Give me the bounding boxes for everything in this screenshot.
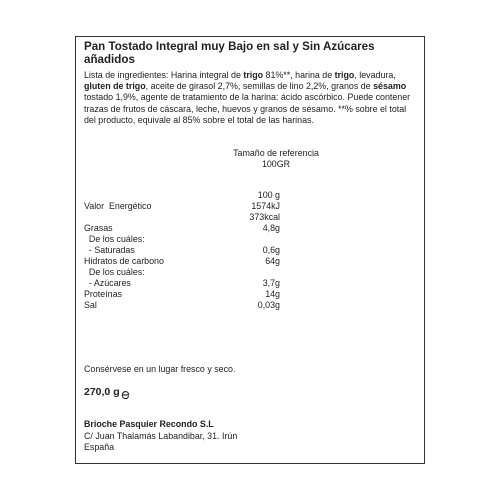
nutrient-value: 3,7g [262,278,280,288]
net-weight-value: 270,0 g [84,386,120,398]
nutrition-column-header: 100 g [257,190,280,200]
allergen-text: gluten de trigo [84,81,146,92]
ingredients-text: Lista de ingredientes: Harina integral de [84,70,244,80]
e-mark-icon [121,387,130,398]
nutrient-label: Grasas [84,223,113,233]
energy-label: Valor Energético [84,201,152,211]
nutrient-label: Hidratos de carbono [84,256,164,266]
manufacturer-country: España [84,442,115,452]
nutrient-value: 14g [265,289,280,299]
energy-kcal-value: 373kcal [249,212,280,222]
manufacturer-address: C/ Juan Thalamás Labandibar, 31. Irún [84,431,238,441]
manufacturer-name: Brioche Pasquier Recondo S.L [84,419,214,429]
storage-instructions: Consérvese en un lugar fresco y seco. [84,364,236,374]
nutrient-value: 4,8g [262,223,280,233]
nutrient-value: 0,03g [257,300,280,310]
ingredients-text: tostado 1,9%, agente de tratamiento de la harina: ácido ascórbico. Puede contener trazas de frutos de cáscara, leche, huevos y granos de sésamo. **% sobre el total del producto, equivale al 85% sobre el total de las harinas. [84,92,411,125]
nutrient-label: Sal [84,300,97,310]
nutrient-label: De los cuáles: [84,267,145,277]
nutrient-label: Proteínas [84,289,122,299]
reference-size-unit: 100GR [261,159,291,169]
net-weight [84,386,130,398]
nutrient-label: De los cuáles: [84,234,145,244]
ingredients-list [84,70,419,126]
ingredients-text: , aceite de girasol 2,7%, semillas de lino 2,2%, granos de [145,81,374,92]
product-label-panel [75,36,425,464]
ingredients-text: , levadura, [354,70,396,80]
allergen-text: trigo [334,70,355,80]
nutrient-label: - Azúcares [84,278,131,288]
nutrient-value: 64g [265,256,280,266]
ingredients-text: 81%**, harina de [263,70,335,80]
energy-kj-value: 1574kJ [251,201,280,211]
allergen-text: sésamo [373,81,407,92]
reference-size-label: Tamaño de referencia [233,148,319,158]
nutrient-value: 0,6g [262,245,280,255]
nutrient-label: - Saturadas [84,245,135,255]
product-title: Pan Tostado Integral muy Bajo en sal y Sin Azúcares añadidos [84,40,375,66]
allergen-text: trigo [243,70,264,80]
